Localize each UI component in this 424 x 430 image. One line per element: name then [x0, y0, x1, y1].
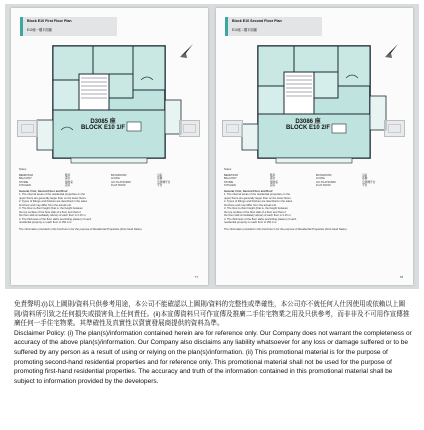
legend-item: 浴室 — [157, 173, 163, 177]
legend-item: 空調機平台 — [157, 180, 171, 184]
right-notes-list — [224, 193, 406, 225]
legend-item: 露台 — [270, 177, 276, 180]
disclaimer-en: Disclaimer Policy: (i) The plan(s)/information contained herein are for reference only. Our Company does not warrant the completeness or accuracy of the above plan(s)/information. Our Company also disclaims any liability whatsoever for any loss or damage suffered or to be suffered by any person as a result of using or relying on the plan(s)/information. (ii) This promotional material is for the purpose of promoting second-hand residential properties and for reference only. This promotional material shall not be used for the purpose of promoting first-hand residential properties. The accuracy and truth of the information contained in this promotional material shall be subject to information provided by the developers. — [14, 329, 412, 385]
note-line: brochure and may differ from the actual unit. — [19, 203, 72, 207]
note-line: 2. Types of fittings and finishes are described in the sales — [224, 200, 293, 203]
legend-item: 廚房 — [270, 184, 276, 187]
floor-plan-diagram — [236, 40, 396, 165]
disclaimer-block — [14, 300, 412, 386]
right-legend — [224, 174, 406, 188]
left-page-header — [20, 17, 117, 36]
note-line: 3. The floor-to-floor height (that is, the height between — [19, 207, 83, 210]
legend-item: KITCHEN — [19, 184, 31, 187]
legend-item: BEDROOM — [224, 173, 238, 177]
right-plan-label-2: BLOCK E10 2/F — [286, 125, 331, 131]
note-line: the top surface of the floor slab of a floor and that of — [224, 210, 286, 214]
note-line: upper floors are generally larger than on the lower floors. — [19, 196, 87, 200]
legend-item: 平台 — [157, 184, 163, 187]
right-header-zh: E10座二樓平面圖 — [232, 28, 257, 32]
legend-item: 客廳 — [362, 177, 368, 180]
note-line: the top surface of the floor slab of a floor and that of — [19, 210, 81, 214]
legend-item: STORE — [19, 180, 29, 184]
legend-item: 浴室 — [362, 173, 368, 177]
left-header-zh: E10座一樓平面圖 — [27, 28, 52, 32]
legend-item: A/C PLATFORM — [111, 180, 131, 184]
legend-item: 露台 — [65, 177, 71, 180]
legend-item: A/C PLATFORM — [316, 180, 336, 184]
right-notes-heading: General, First, Second Floor and Roof — [224, 189, 273, 193]
right-plan-label-1: D3086 座 — [295, 119, 321, 125]
right-notes — [224, 168, 406, 231]
left-notes-heading: General, First, Second Floor and Roof — [19, 189, 68, 193]
legend-item: 儲物室 — [270, 180, 279, 184]
legend-item: STORE — [224, 180, 234, 184]
note-line: brochure and may differ from the actual unit. — [224, 203, 277, 207]
left-plan-label — [81, 116, 125, 131]
note-line: 2. Types of fittings and finishes are described in the sales — [19, 200, 88, 203]
right-page-number: 78 — [399, 275, 403, 279]
left-plan-label-1: D3085 座 — [90, 119, 116, 125]
watermark-logo — [384, 120, 405, 137]
left-legend — [19, 174, 201, 188]
left-plan-label-2: BLOCK E10 1/F — [81, 125, 126, 131]
legend-item: LIVING — [111, 177, 120, 180]
left-legend-intro: Notes: — [19, 168, 27, 171]
right-legend-intro: Notes: — [224, 168, 232, 171]
note-line: 4. The thickness of the floor slabs (excluding plaster) of each — [224, 217, 297, 221]
legend-item: FLAT ROOF — [111, 184, 126, 187]
left-header-en: Block E10 First Floor Plan — [27, 19, 72, 23]
note-line: residential property on each floor is 150 mm. — [224, 221, 278, 224]
legend-item: KITCHEN — [224, 184, 236, 187]
right-page — [216, 8, 413, 285]
note-line: the floor slab immediately above) of each floor is 3.15 m. — [224, 214, 292, 217]
note-line: residential property on each floor is 150 mm. — [19, 221, 73, 224]
legend-item: BEDROOM — [19, 173, 33, 177]
legend-item: 睡房 — [270, 173, 276, 177]
note-line: 3. The floor-to-floor height (that is, the height between — [224, 207, 288, 210]
left-notes-list — [19, 193, 201, 225]
left-page — [11, 8, 208, 285]
floor-plan-diagram — [31, 40, 191, 165]
legend-item: LIVING — [316, 177, 325, 180]
legend-item: 平台 — [362, 184, 368, 187]
legend-item: BATHROOM — [111, 173, 127, 177]
legend-item: BALCONY — [224, 177, 237, 180]
note-line: the floor slab immediately above) of each floor is 3.15 m. — [19, 214, 87, 217]
legend-item: 空調機平台 — [362, 180, 376, 184]
left-footnote: The information provided in this brochure is for the purpose of Residential Properties (First-hand Sales). — [19, 227, 143, 231]
left-notes — [19, 168, 201, 231]
watermark-logo — [17, 120, 38, 137]
right-plan-label — [286, 116, 330, 131]
note-line: 1. The internal areas of the residential properties on the — [19, 193, 85, 196]
legend-item: FLAT ROOF — [316, 184, 331, 187]
right-footnote: The information provided in this brochure is for the purpose of Residential Properties (First-hand Sales). — [224, 227, 348, 231]
right-page-header — [225, 17, 322, 36]
legend-item: BALCONY — [19, 177, 32, 180]
note-line: 4. The thickness of the floor slabs (excluding plaster) of each — [19, 217, 92, 221]
brochure-spread — [5, 4, 419, 289]
note-line: 1. The internal areas of the residential properties on the — [224, 193, 290, 196]
right-header-en: Block E10 Second Floor Plan — [232, 19, 282, 23]
disclaimer-zh: 免責聲明:(i)以上圖則/資料只供參考用途，本公司不能確認以上圖則/資料的完整性或準確性，本公司亦不就任何人仕因使用或依賴以上圖則/資料所引致之任何損失或損害負上任何責任。(ii)本宣傳資料只可作宣傳及推廣二手住宅物業之用及只供參考，而非非及不可用作宣傳推廣任何一手住宅物業。其準確性及真實性以賣實發展商提供的資料為準。 — [14, 301, 410, 328]
legend-item: BATHROOM — [316, 173, 332, 177]
watermark-logo — [222, 120, 243, 137]
legend-item: 儲物室 — [65, 180, 74, 184]
note-line: upper floors are generally larger than on the lower floors. — [224, 196, 292, 200]
left-page-number: 77 — [194, 275, 198, 279]
legend-item: 睡房 — [65, 173, 71, 177]
legend-item: 客廳 — [157, 177, 163, 180]
watermark-logo — [179, 120, 200, 137]
legend-item: 廚房 — [65, 184, 71, 187]
